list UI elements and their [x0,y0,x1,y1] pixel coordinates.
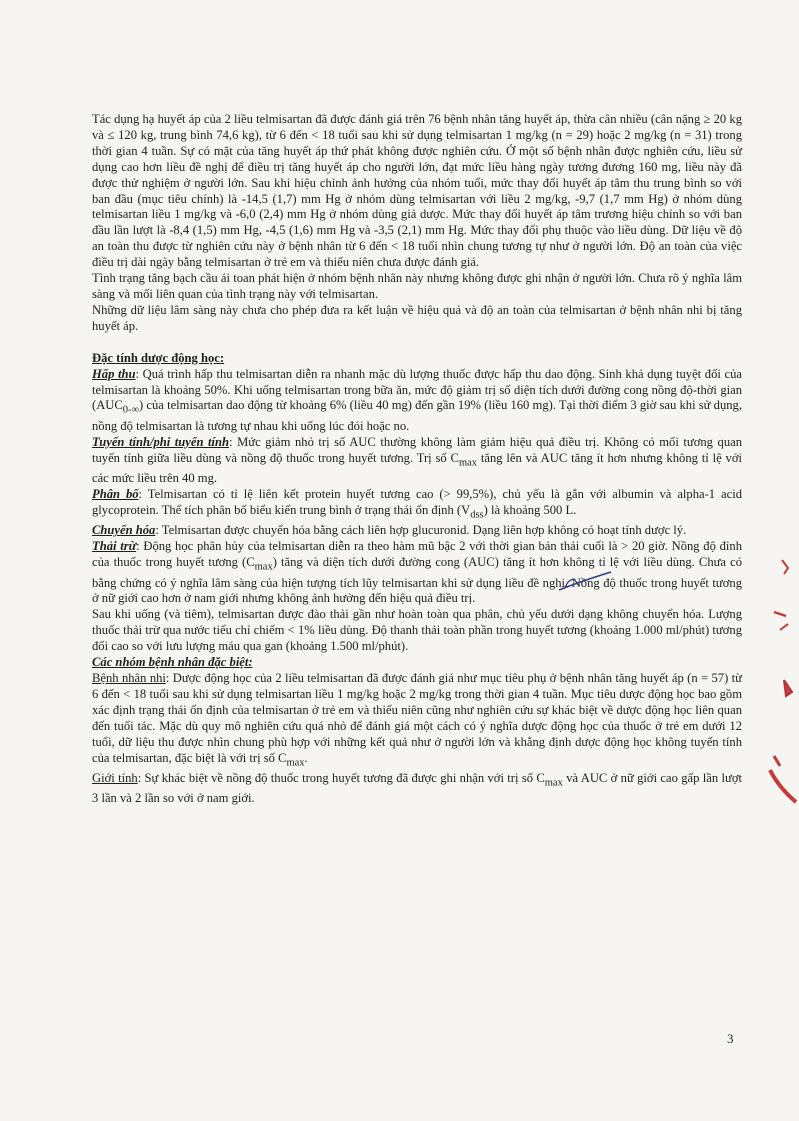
label-distribution: Phân bố [92,486,139,501]
page-content [92,112,742,807]
label-linearity: Tuyến tính/phi tuyến tính [92,434,230,449]
stamp-fragment-mark [760,520,799,810]
label-elimination: Thải trừ [92,539,137,554]
paragraph-linearity: Tuyến tính/phi tuyến tính: Mức giảm nhỏ trị số AUC thường không làm giảm hiệu quả điều trị. Không có mối tương quan tuyến tính giữa liều dùng và nồng độ thuốc trong huyết tương. Trị số $C_{max}$ tăng lên và AUC tăng ít hơn nhưng không tỉ lệ với các mức liều trên 40 mg. [92,434,743,486]
section-heading-pharmacokinetics: Đặc tính dược động học: [92,350,225,365]
paragraph-pediatric-pk: Bệnh nhân nhi: Dược động học của 2 liều telmisartan đã được đánh giá như mục tiêu phụ ở bệnh nhân tăng huyết áp (n = 57) từ 6 đến < 18 tuổi sau khi sử dụng telmisartan liều 1 mg/kg hoặc 2 mg/kg trong thời gian 4 tuần. Mục tiêu dược động học bao gồm xác định trạng thái ổn định của telmisartan ở trẻ em và thiếu niên cũng như nghiên cứu sự khác biệt về dược động học liên quan đến tuổi tác. Mặc dù quy mô nghiên cứu quá nhỏ để đánh giá một cách có ý nghĩa dược động học của thuốc ở trẻ em dưới 12 tuổi, dữ liệu thu được nhìn chung phù hợp với những kết quả như ở người lớn và khẳng định dược động học không tuyến tính của telmisartan, đặc biệt là với trị số $C_{max}$. [92,670,742,769]
paragraph-clinical-data: Những dữ liệu lâm sàng này chưa cho phép đưa ra kết luận về hiệu quả và độ an toàn của telmisartan ở bệnh nhân nhi bị tăng huyết áp. [92,302,742,333]
label-gender: Giới tính [92,770,138,785]
label-metabolism: Chuyển hóa [92,523,156,538]
page-number: 3 [727,1031,734,1046]
paragraph-absorption: Hấp thu: Quá trình hấp thu telmisartan diễn ra nhanh mặc dù lượng thuốc được hấp thu dao động. Sinh khả dụng tuyệt đối của telmisartan là khoảng 50%. Khi uống telmisartan trong bữa ăn, mức độ giảm trị số diện tích dưới đường cong nồng độ-thời gian $(AUC_{0-\infty})$ của telmisartan dao động từ khoảng 6% (liều 40 mg) đến gần 19% (liều 160 mg). Tại thời điểm 3 giờ sau khi sử dụng, nồng độ telmisartan là tương tự nhau khi uống lúc đói hoặc no. [92,366,742,433]
paragraph-eosinophilia: Tình trạng tăng bạch cầu ái toan phát hiện ở nhóm bệnh nhân này nhưng không được ghi nhận ở người lớn. Chưa rõ ý nghĩa lâm sàng và mối liên quan của tình trạng này với telmisartan. [92,271,742,301]
label-pediatric: Bệnh nhân nhi [92,670,166,685]
paragraph-elimination: Thải trừ: Động học phân hủy của telmisartan diễn ra theo hàm mũ bậc 2 với thời gian bán thải cuối là > 20 giờ. Nồng độ đỉnh của thuốc trong huyết tương $(C_{max})$ tăng và diện tích dưới đường cong (AUC) tăng ít hơn không tỉ lệ với liều dùng. Chưa có bằng chứng có ý nghĩa lâm sàng của hiện tượng tích lũy telmisartan khi sử dụng liều đề nghị. Nồng độ thuốc trong huyết tương ở nữ giới cao hơn ở nam giới nhưng không ảnh hưởng đến hiệu quả điều trị. [92,539,743,606]
label-absorption: Hấp thu [92,366,136,381]
pen-stroke-mark [555,568,615,596]
paragraph-pediatric-efficacy: Tác dụng hạ huyết áp của 2 liều telmisartan đã được đánh giá trên 76 bệnh nhân tăng huyết áp, thừa cân nhiều (cân nặng ≥ 20 kg và ≤ 120 kg, trung bình 74,6 kg), từ 6 đến < 18 tuổi sau khi sử dụng telmisartan 1 mg/kg (n = 29) hoặc 2 mg/kg (n = 31) trong thời gian 4 tuần. Sự có mặt của tăng huyết áp thứ phát không được nghiên cứu. Ở một số bệnh nhân được nghiên cứu, liều sử dụng cao hơn liều đề nghị để điều trị tăng huyết áp cho người lớn, đạt mức liều hàng ngày tương đương 160 mg, liều này đã được thử nghiệm ở người lớn. Sau khi hiệu chỉnh ảnh hưởng của nhóm tuổi, mức thay đổi huyết áp tâm thu trung bình so với ban đầu (mục tiêu chính) là -14,5 (1,7) mm Hg ở nhóm dùng telmisartan với liều 2 mg/kg, -9,7 (1,7 mm Hg) ở nhóm dùng telmisartan liều 1 mg/kg và -6,0 (2,4) mm Hg ở nhóm dùng giả dược. Mức thay đổi huyết áp tâm trương hiệu chỉnh so với ban đầu lần lượt là -8,4 (1,5) mm Hg, -4,5 (1,6) mm Hg và -3,5 (2,1) mm Hg. Mức thay đổi phụ thuộc vào liều dùng. Dữ liệu về độ an toàn thu được từ nghiên cứu này ở bệnh nhân từ 6 đến < 18 tuổi nhìn chung tương tự như ở người lớn. Độ an toàn của việc điều trị dài ngày bằng telmisartan ở trẻ em và thiếu niên chưa được đánh giá. [92,112,742,270]
paragraph-distribution: Phân bố: Telmisartan có tỉ lệ liên kết protein huyết tương cao (> 99,5%), chủ yếu là gắn với albumin và alpha-1 acid glycoprotein. Thể tích phân bố biểu kiến trung bình ở trạng thái ổn định $(V_{dss})$ là khoảng 500 L. [92,486,743,521]
paragraph-gender: Giới tính: Sự khác biệt về nồng độ thuốc trong huyết tương đã được ghi nhận với trị số $C_{max}$ và AUC ở nữ giới cao gấp lần lượt 3 lần và 2 lần so với ở nam giới. [92,770,742,806]
paragraph-elimination-route: Sau khi uống (và tiêm), telmisartan được đào thải gần như hoàn toàn qua phân, chủ yếu dưới dạng không chuyển hóa. Lượng thuốc thải trừ qua nước tiểu chỉ chiếm < 1% liều dùng. Độ thanh thải toàn phần trong huyết tương (khoảng 1.000 ml/phút) tương đối cao so với lưu lượng máu qua gan (khoảng 1.500 ml/phút). [92,607,742,654]
paragraph-metabolism: Chuyển hóa: Telmisartan được chuyển hóa bằng cách liên hợp glucuronid. Dạng liên hợp không có hoạt tính dược lý. [92,523,687,538]
section-heading-special-populations: Các nhóm bệnh nhân đặc biệt: [92,655,253,670]
